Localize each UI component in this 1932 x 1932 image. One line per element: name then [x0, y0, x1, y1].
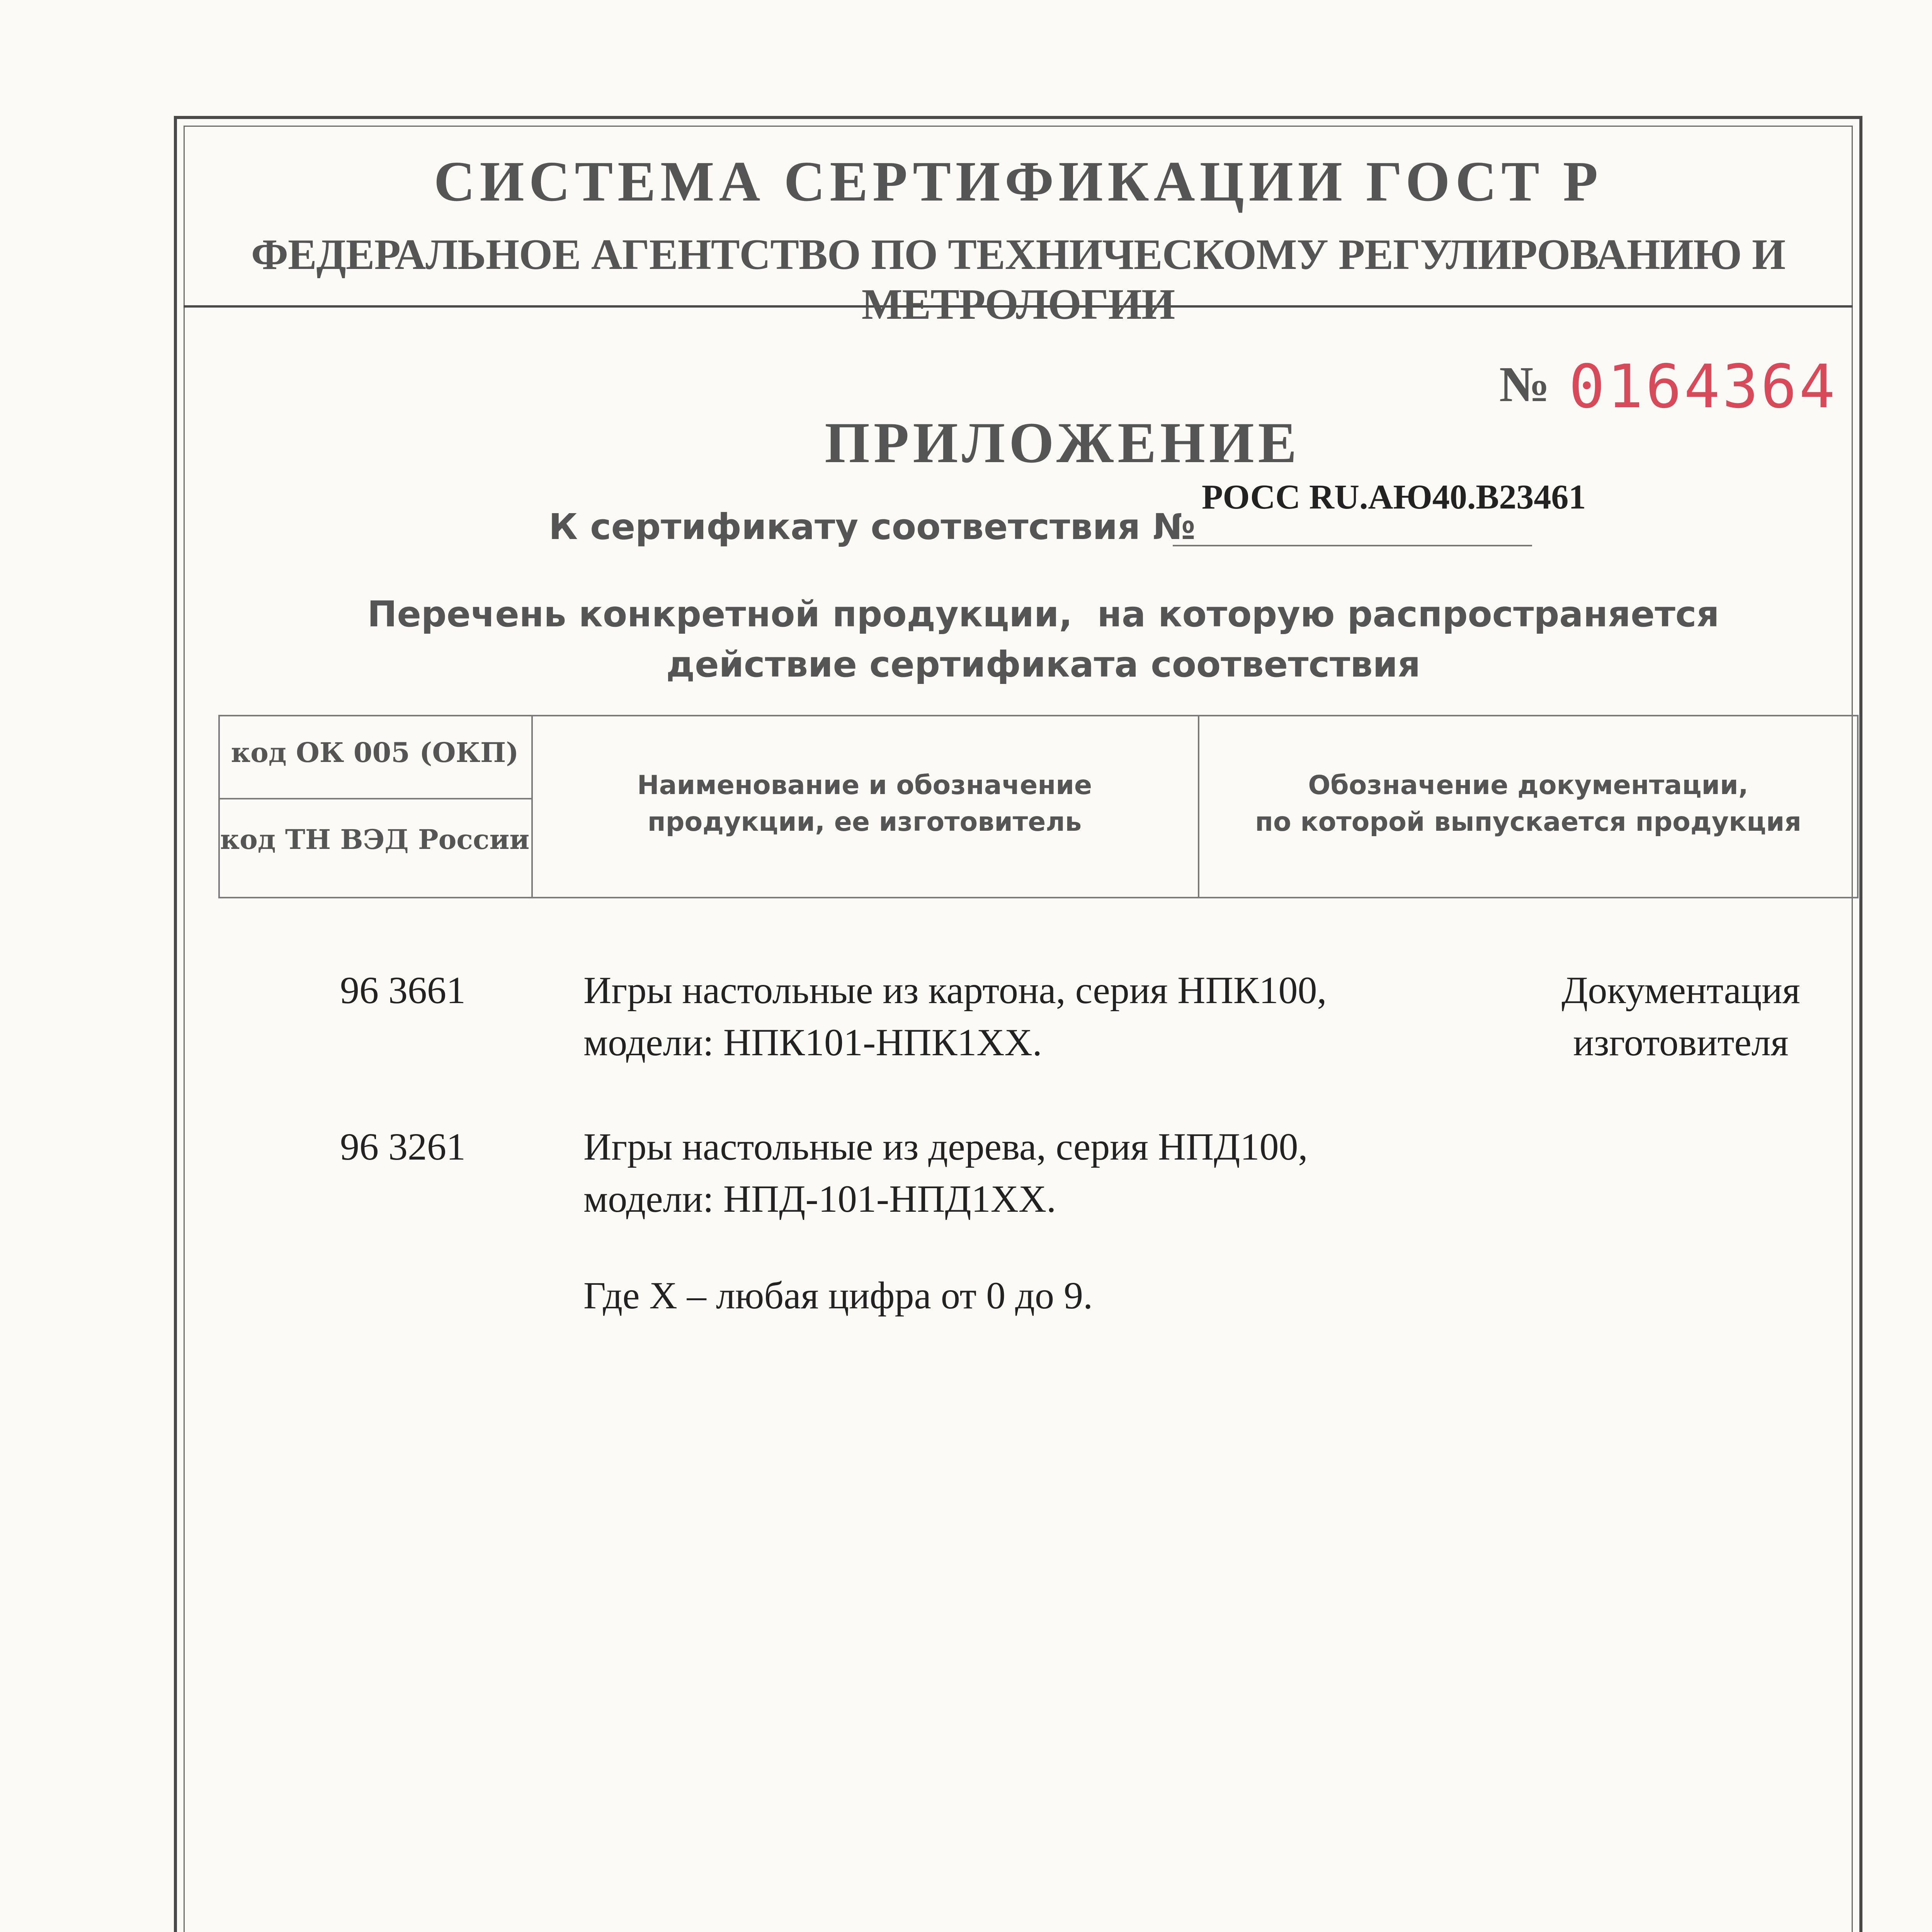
row-1-product	[583, 964, 1511, 1068]
header-product-line1: Наименование и обозначение	[637, 770, 1092, 801]
header-product-line2: продукции, ее изготовитель	[647, 807, 1082, 837]
header-doc-line1: Обозначение документации,	[1308, 770, 1748, 801]
document-title: ПРИЛОЖЕНИЕ	[825, 411, 1301, 475]
form-number-sign: №	[1499, 357, 1550, 412]
agency-title: ФЕДЕРАЛЬНОЕ АГЕНТСТВО ПО ТЕХНИЧЕСКОМУ РЕГУЛИРОВАНИЮ И МЕТРОЛОГИИ	[251, 231, 1786, 328]
subheading-line2: действие сертификата соответствия	[666, 644, 1421, 685]
row-1-doc-line2: изготовителя	[1573, 1021, 1789, 1064]
note: Где Х – любая цифра от 0 до 9.	[583, 1274, 1093, 1317]
certificate-number: РОСС RU.АЮ40.В23461	[1202, 478, 1586, 516]
header-documentation	[1198, 767, 1859, 840]
header-doc-line2: по которой выпускается продукция	[1255, 807, 1801, 837]
row-2-product-line1: Игры настольные из дерева, серия НПД100,	[583, 1125, 1308, 1168]
subheading-line1: Перечень конкретной продукции, на которую распространяется	[367, 594, 1719, 635]
row-1-code: 96 3661	[340, 969, 466, 1012]
table-divider-mid	[218, 798, 531, 799]
row-1-product-line1: Игры настольные из картона, серия НПК100,	[583, 969, 1327, 1012]
header-okp-code: код ОК 005 (ОКП)	[231, 736, 519, 769]
form-number: 0164364	[1569, 352, 1838, 422]
header-product-name	[531, 767, 1198, 840]
certificate-number-line	[1173, 545, 1532, 546]
row-1-documentation	[1492, 964, 1870, 1068]
system-title: СИСТЕМА СЕРТИФИКАЦИИ ГОСТ Р	[434, 150, 1603, 213]
header-tnved-code: код ТН ВЭД России	[220, 823, 530, 855]
row-2-product-line2: модели: НПД-101-НПД1ХХ.	[583, 1177, 1056, 1220]
row-1-doc-line1: Документация	[1561, 969, 1800, 1012]
row-2-code: 96 3261	[340, 1125, 466, 1168]
row-2-product	[583, 1121, 1511, 1225]
subheading	[270, 589, 1816, 690]
row-1-product-line2: модели: НПК101-НПК1ХХ.	[583, 1021, 1042, 1064]
certificate-label: К сертификату соответствия №	[549, 506, 1196, 548]
